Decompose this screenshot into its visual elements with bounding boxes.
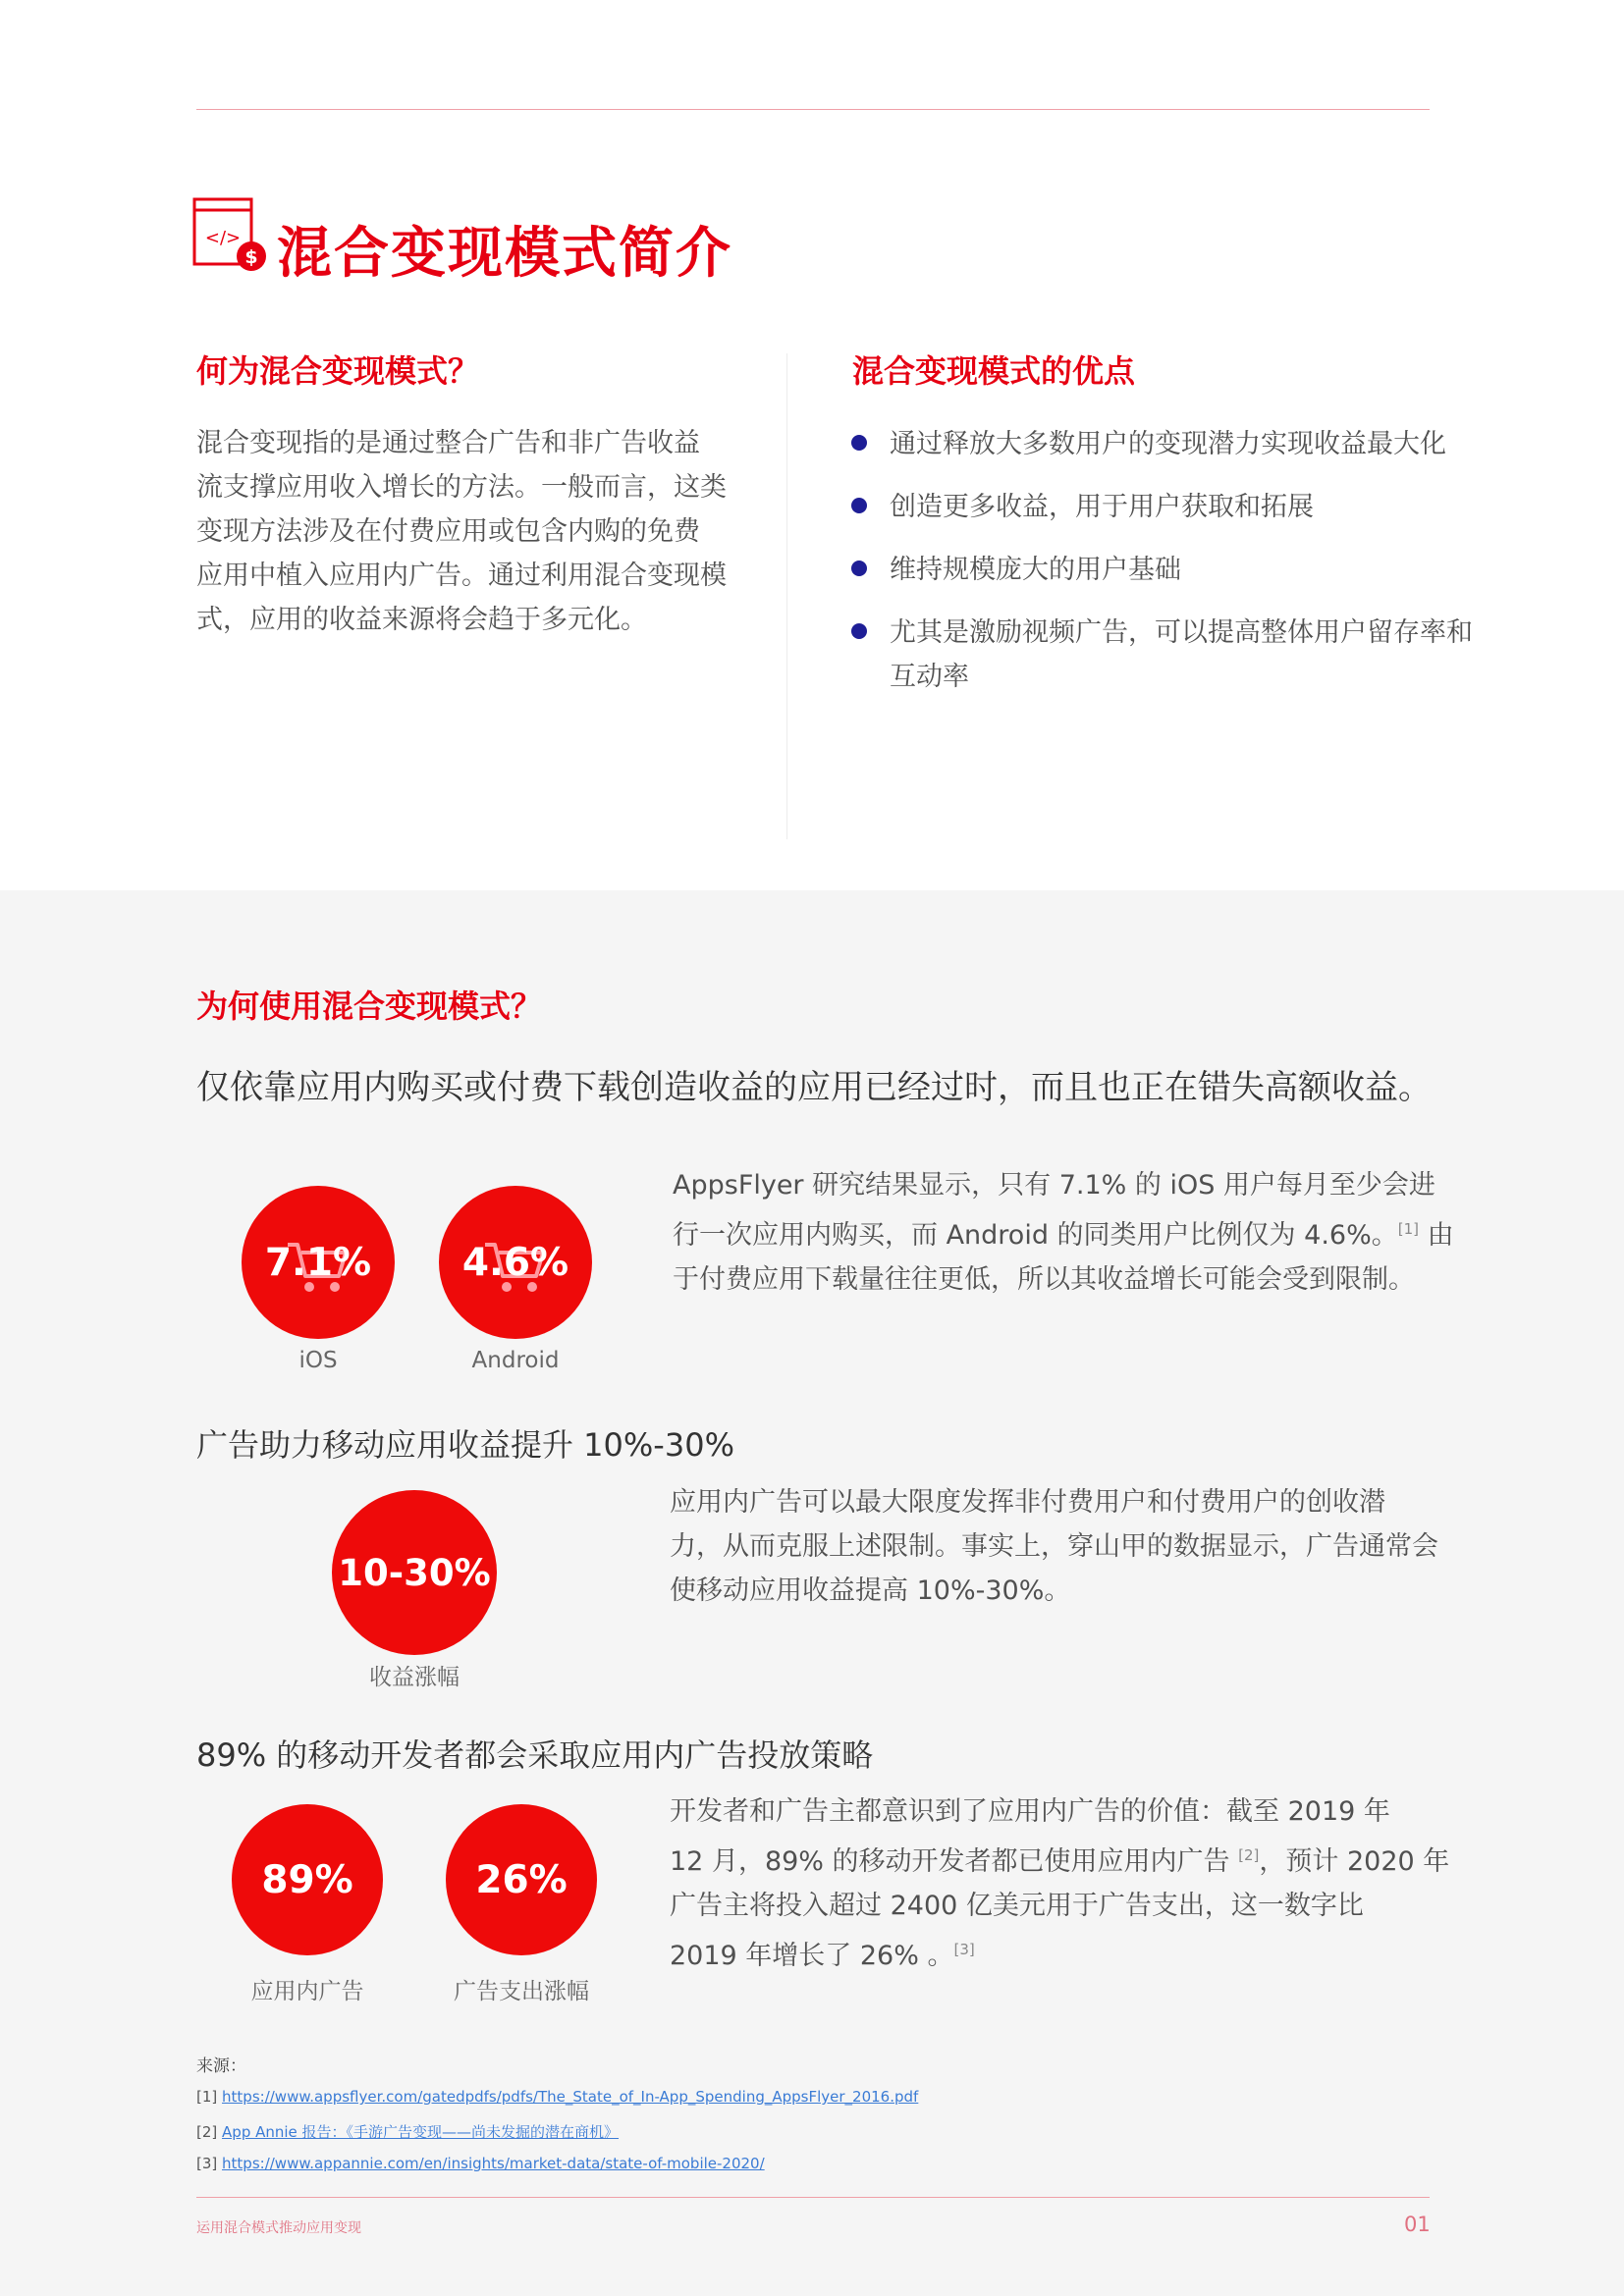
- stat-value: 10-30%: [338, 1551, 491, 1594]
- bullet-dot-icon: [851, 623, 867, 639]
- svg-text:$: $: [244, 246, 258, 268]
- bullet-dot-icon: [851, 561, 867, 576]
- list-item-text: 维持规模庞大的用户基础: [890, 555, 1181, 585]
- bottom-rule: [196, 2197, 1430, 2198]
- body-line: 应用内广告可以最大限度发挥非付费用户和付费用户的创收潜: [670, 1487, 1385, 1518]
- stat-value: 4.6%: [461, 1240, 569, 1285]
- block2-body: [670, 1480, 1445, 1613]
- stat-circle-in-app-ads: [232, 1804, 383, 1955]
- stat-circle-ad-spend-growth: [446, 1804, 597, 1955]
- citation: [1]: [1397, 1220, 1419, 1238]
- source-link[interactable]: https://www.appannie.com/en/insights/market-data/state-of-mobile-2020/: [222, 2155, 765, 2172]
- stat-circle-revenue-lift: [332, 1490, 497, 1655]
- list-item: [850, 611, 1489, 699]
- stat-value: 7.1%: [264, 1240, 372, 1285]
- body-text: 行一次应用内购买，而 Android 的同类用户比例仅为 4.6%。: [673, 1220, 1398, 1251]
- block2-heading: 广告助力移动应用收益提升 10%-30%: [196, 1426, 734, 1464]
- list-item-text: 互动率: [890, 662, 969, 692]
- source-number: [2]: [196, 2123, 218, 2141]
- stat-caption: iOS: [298, 1348, 338, 1373]
- svg-text:</>: </>: [204, 228, 242, 248]
- body-line: [670, 1834, 1455, 1884]
- body-line: 式，应用的收益来源将会趋于多元化。: [196, 605, 647, 635]
- stat-caption: 收益涨幅: [369, 1665, 460, 1690]
- body-line: 变现方法涉及在付费应用或包含内购的免费: [196, 516, 700, 547]
- stat-caption: 应用内广告: [250, 1979, 364, 2004]
- body-line: 于付费应用下载量往往更低，所以其收益增长可能会受到限制。: [673, 1264, 1415, 1295]
- code-dollar-icon: [192, 196, 277, 277]
- body-text: 2019 年增长了 26% 。: [670, 1941, 954, 1971]
- source-item: [196, 2121, 619, 2142]
- source-item: [196, 2088, 918, 2106]
- body-line: 流支撑应用收入增长的方法。一般而言，这类: [196, 472, 727, 503]
- bullet-dot-icon: [851, 435, 867, 451]
- body-text: ，预计 2020 年: [1259, 1846, 1450, 1877]
- list-item-text: 创造更多收益，用于用户获取和拓展: [890, 492, 1314, 522]
- source-number: [3]: [196, 2155, 218, 2172]
- citation: [2]: [1238, 1846, 1260, 1864]
- list-item-text: 尤其是激励视频广告，可以提高整体用户留存率和: [890, 617, 1473, 648]
- page-number: 01: [1404, 2213, 1431, 2236]
- column-divider: [786, 353, 787, 839]
- bullet-dot-icon: [851, 498, 867, 513]
- source-item: [196, 2155, 765, 2172]
- body-line: 混合变现指的是通过整合广告和非广告收益: [196, 428, 700, 458]
- stat-circle-android: [439, 1186, 592, 1339]
- left-section-body: [196, 421, 746, 642]
- stat-value: 89%: [261, 1857, 353, 1902]
- top-rule: [196, 109, 1430, 110]
- list-item: [850, 422, 1489, 466]
- page-title: 混合变现模式简介: [277, 222, 732, 286]
- source-number: [1]: [196, 2088, 218, 2106]
- list-item-text: 通过释放大多数用户的变现潜力实现收益最大化: [890, 429, 1446, 459]
- citation: [3]: [953, 1941, 975, 1958]
- source-link[interactable]: App Annie 报告：《手游广告变现——尚未发掘的潜在商机》: [222, 2123, 620, 2141]
- body-line: 使移动应用收益提高 10%-30%。: [670, 1575, 1071, 1606]
- why-lead: 仅依靠应用内购买或付费下载创造收益的应用已经过时，而且也正在错失高额收益。: [196, 1068, 1432, 1107]
- advantages-list: [850, 422, 1489, 718]
- left-section-heading: 何为混合变现模式？: [196, 352, 480, 390]
- body-line: 应用中植入应用内广告。通过利用混合变现模: [196, 561, 727, 591]
- body-text: 由: [1418, 1220, 1454, 1251]
- block3-body: [670, 1789, 1455, 1978]
- stat-circle-ios: [242, 1186, 395, 1339]
- list-item: [850, 548, 1489, 592]
- body-line: [673, 1207, 1454, 1257]
- body-line: 开发者和广告主都意识到了应用内广告的价值：截至 2019 年: [670, 1796, 1390, 1827]
- footer-title: 运用混合模式推动应用变现: [196, 2220, 361, 2236]
- list-item: [850, 485, 1489, 529]
- stat-value: 26%: [475, 1857, 568, 1902]
- why-heading: 为何使用混合变现模式？: [196, 988, 543, 1025]
- body-text: 12 月，89% 的移动开发者都已使用应用内广告: [670, 1846, 1239, 1877]
- sources-label: 来源：: [196, 2056, 246, 2076]
- block1-body: [673, 1163, 1454, 1302]
- body-line: AppsFlyer 研究结果显示，只有 7.1% 的 iOS 用户每月至少会进: [673, 1170, 1435, 1201]
- right-section-heading: 混合变现模式的优点: [852, 352, 1136, 390]
- block3-heading: 89% 的移动开发者都会采取应用内广告投放策略: [196, 1736, 874, 1774]
- body-line: [670, 1928, 1455, 1978]
- stat-caption: Android: [471, 1348, 560, 1373]
- stat-caption: 广告支出涨幅: [454, 1979, 589, 2004]
- body-line: 力，从而克服上述限制。事实上，穿山甲的数据显示，广告通常会: [670, 1531, 1438, 1562]
- body-line: 广告主将投入超过 2400 亿美元用于广告支出，这一数字比: [670, 1891, 1364, 1921]
- source-link[interactable]: https://www.appsflyer.com/gatedpdfs/pdfs/The_State_of_In-App_Spending_AppsFlyer_2016.pdf: [222, 2088, 919, 2106]
